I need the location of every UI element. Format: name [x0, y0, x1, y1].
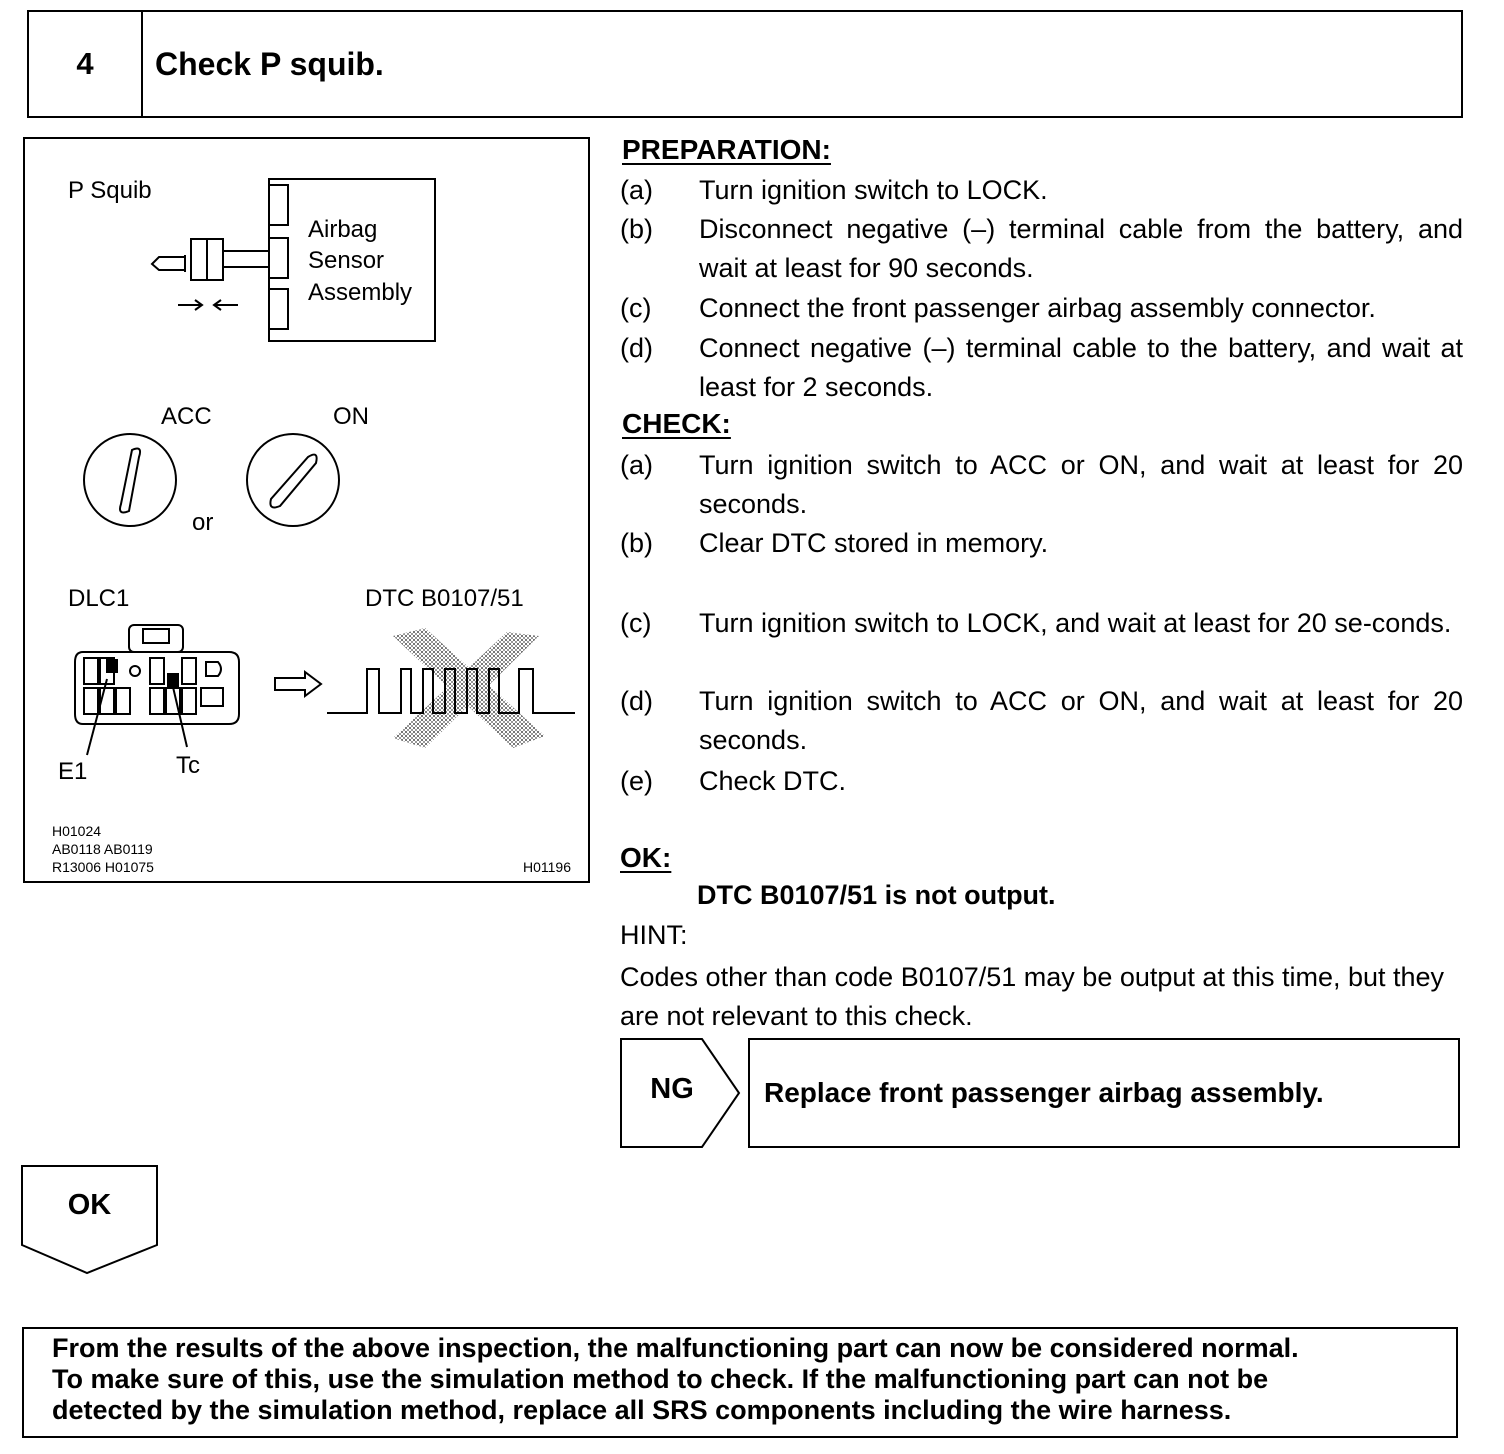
preparation-item: (b) Disconnect negative (–) terminal cable from the battery, and wait at least for 90 seconds.	[620, 214, 1463, 283]
hint-label: HINT:	[620, 920, 688, 950]
check-item: (a) Turn ignition switch to ACC or ON, and wait at least for 20 seconds.	[620, 450, 1463, 519]
step-header	[27, 10, 1463, 118]
check-item: (b) Clear DTC stored in memory.	[620, 528, 1049, 558]
check-item: (c) Turn ignition switch to LOCK, and wait at least for 20 se-conds.	[620, 608, 1452, 638]
dtc-label: DTC B0107/51	[365, 585, 524, 612]
figure-code: AB0118 AB0119	[52, 841, 153, 857]
ok-heading: OK:	[620, 842, 672, 873]
or-label: or	[192, 509, 214, 536]
ok-spec: DTC B0107/51 is not output.	[697, 880, 1056, 910]
footer-line: From the results of the above inspection, the malfunctioning part can now be considered normal.	[52, 1333, 1299, 1363]
footer-line: To make sure of this, use the simulation method to check. If the malfunctioning part can not be	[52, 1364, 1269, 1394]
figure-code: R13006 H01075	[52, 859, 154, 875]
step-title: Check P squib.	[155, 45, 384, 82]
assembly-label-line2: Sensor	[308, 247, 385, 274]
figure-code: H01024	[52, 823, 102, 839]
check-item: (d) Turn ignition switch to ACC or ON, and wait at least for 20 seconds.	[620, 686, 1463, 755]
preparation-item: (a) Turn ignition switch to LOCK.	[620, 175, 1048, 205]
squib-connector	[152, 257, 185, 270]
check-item: (e) Check DTC.	[620, 766, 847, 796]
preparation-heading: PREPARATION:	[622, 134, 831, 165]
assembly-label-line1: Airbag	[308, 216, 378, 243]
dlc1-label: DLC1	[68, 585, 130, 612]
on-label: ON	[333, 403, 369, 430]
figure-drawing	[25, 139, 588, 881]
e1-label: E1	[58, 758, 88, 785]
acc-label: ACC	[161, 403, 212, 430]
figure	[23, 137, 590, 883]
check-heading: CHECK:	[622, 408, 731, 439]
footer-line: detected by the simulation method, replace all SRS components including the wire harness.	[52, 1395, 1232, 1425]
preparation-item: (d) Connect negative (–) terminal cable to the battery, and wait at least for 2 seconds.	[620, 333, 1463, 402]
acc-switch-icon	[84, 434, 176, 526]
ok-flow-label: OK	[67, 1189, 112, 1221]
step-number: 4	[29, 12, 143, 116]
hollow-arrow-icon	[275, 672, 321, 696]
ng-action-box	[748, 1038, 1460, 1148]
tc-label: Tc	[176, 752, 200, 779]
figure-code-right: H01196	[523, 859, 572, 875]
footer-note	[22, 1327, 1458, 1438]
dtc-crossed-out-icon	[327, 628, 575, 748]
hint-text: Codes other than code B0107/51 may be output at this time, but they are not relevant to this check.	[620, 962, 1445, 1031]
on-switch-icon	[247, 434, 339, 526]
preparation-item: (c) Connect the front passenger airbag assembly connector.	[620, 293, 1376, 323]
ng-label: NG	[650, 1073, 694, 1105]
ng-action-text: Replace front passenger airbag assembly.	[764, 1077, 1324, 1108]
assembly-label-line3: Assembly	[308, 279, 413, 306]
p-squib-label: P Squib	[68, 177, 152, 204]
